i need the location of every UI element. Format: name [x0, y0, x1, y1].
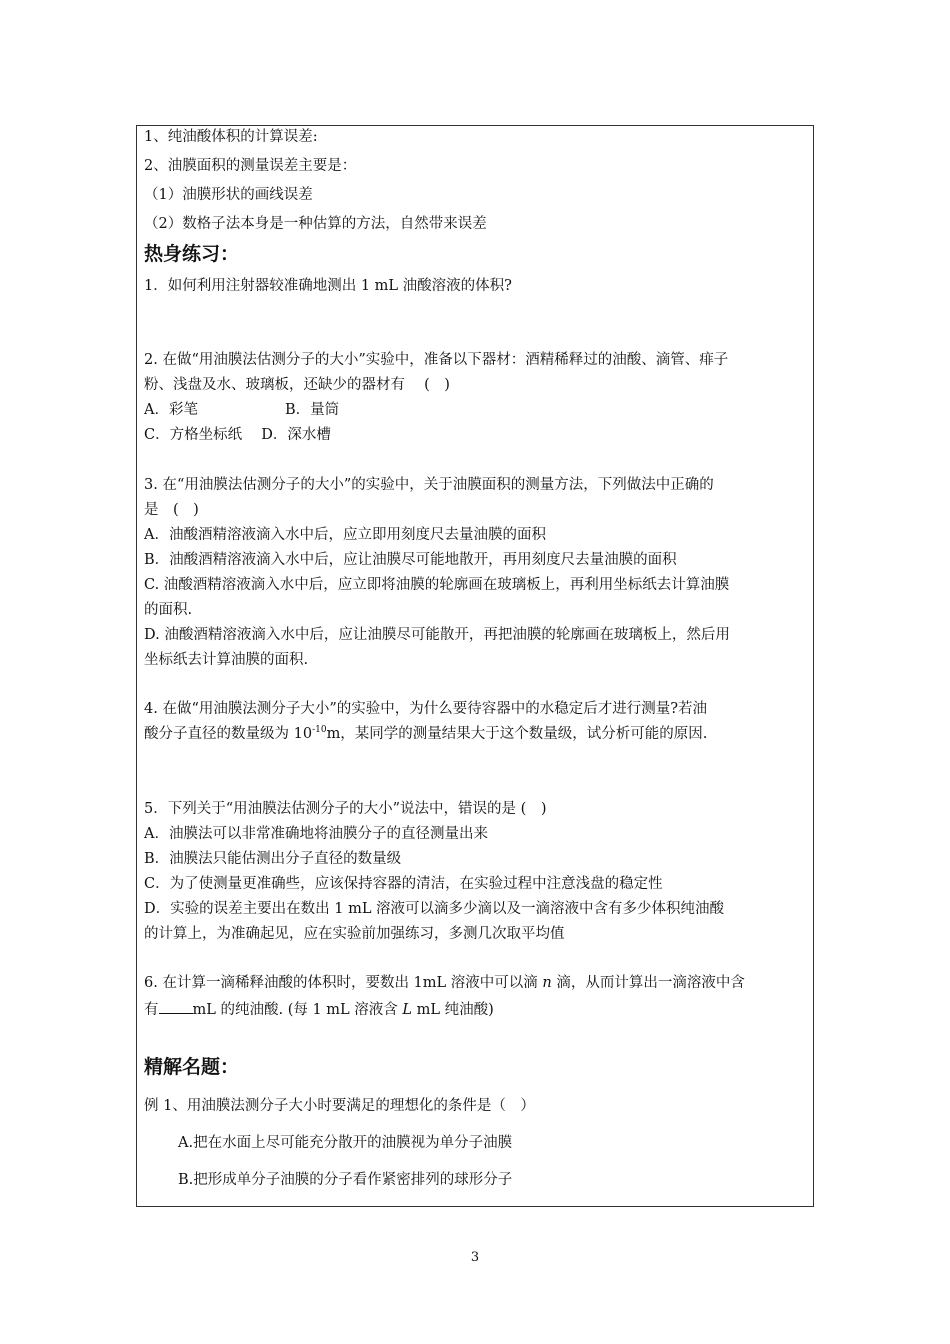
question-3-option-b: B．油酸酒精溶液滴入水中后，应让油膜尽可能地散开，再用刻度尺去量油膜的面积 — [144, 552, 677, 568]
question-2-line-2: 粉、浅盘及水、玻璃板，还缺少的器材有 ( ) — [144, 377, 450, 393]
question-2-options-cd: C．方格坐标纸 D．深水槽 — [144, 427, 331, 443]
question-3-option-a: A．油酸酒精溶液滴入水中后，应立即用刻度尺去量油膜的面积 — [144, 527, 546, 543]
question-6-text-pre: 6. 在计算一滴稀释油酸的体积时，要数出 1mL 溶液中可以滴 — [144, 975, 543, 991]
question-4-line-2 — [144, 724, 707, 744]
question-5-option-a: A．油膜法可以非常准确地将油膜分子的直径测量出来 — [144, 826, 488, 842]
question-2-line-1: 2. 在做“用油膜法估测分子的大小”实验中，准备以下器材：酒精稀释过的油酸、滴管、痱子 — [144, 352, 729, 368]
warmup-heading: 热身练习： — [144, 243, 240, 265]
question-4-line-1: 4. 在做“用油膜法测分子大小”的实验中，为什么要待容器中的水稳定后才进行测量?若油 — [144, 701, 708, 717]
example-1: 例 1、用油膜法测分子大小时要满足的理想化的条件是（ ） — [144, 1098, 535, 1114]
question-6-line-2-post: mL 纯油酸) — [412, 1002, 494, 1018]
question-3-option-d-line-2: 坐标纸去计算油膜的面积. — [144, 652, 309, 668]
page-number: 3 — [470, 1250, 480, 1265]
question-2-options-ab: A．彩笔 B．量筒 — [144, 402, 340, 418]
question-6-line-2 — [144, 998, 494, 1020]
examples-heading: 精解名题： — [144, 1056, 240, 1078]
answer-blank[interactable] — [159, 998, 193, 1014]
question-3-option-d-line-1: D. 油酸酒精溶液滴入水中后，应让油膜尽可能散开，再把油膜的轮廓画在玻璃板上，然后用 — [144, 627, 730, 643]
error-item-2-sub-2: （2）数格子法本身是一种估算的方法，自然带来误差 — [144, 216, 487, 232]
question-3-line-2: 是 ( ) — [144, 502, 199, 518]
question-3-option-c-line-2: 的面积. — [144, 602, 193, 618]
question-1: 1．如何利用注射器较准确地测出 1 mL 油酸溶液的体积? — [144, 278, 512, 294]
question-4-text-pre: 酸分子直径的数量级为 10 — [144, 726, 313, 742]
question-3-line-1: 3. 在“用油膜法估测分子的大小”的实验中，关于油膜面积的测量方法，下列做法中正确的 — [144, 477, 714, 493]
question-5-option-c: C．为了使测量更准确些，应该保持容器的清洁，在实验过程中注意浅盘的稳定性 — [144, 876, 663, 892]
example-1-option-b: B.把形成单分子油膜的分子看作紧密排列的球形分子 — [178, 1172, 513, 1188]
question-4-text-post: m，某同学的测量结果大于这个数量级，试分析可能的原因. — [326, 726, 708, 742]
question-6-line-2-mid: mL 的纯油酸. (每 1 mL 溶液含 — [192, 1002, 403, 1018]
question-5-option-d-line-1: D．实验的误差主要出在数出 1 mL 溶液可以滴多少滴以及一滴溶液中含有多少体积纯油酸 — [144, 901, 725, 917]
question-3-option-c-line-1: C. 油酸酒精溶液滴入水中后，应立即将油膜的轮廓画在玻璃板上，再利用坐标纸去计算油膜 — [144, 577, 730, 593]
question-5-option-b: B．油膜法只能估测出分子直径的数量级 — [144, 851, 402, 867]
question-5-option-d-line-2: 的计算上，为准确起见，应在实验前加强练习，多测几次取平均值 — [144, 926, 565, 942]
error-item-2-sub-1: （1）油膜形状的画线误差 — [144, 187, 313, 203]
error-item-1: 1、纯油酸体积的计算误差: — [144, 129, 318, 145]
example-1-option-a: A.把在水面上尽可能充分散开的油膜视为单分子油膜 — [178, 1135, 513, 1151]
question-6-text-post: 滴，从而计算出一滴溶液中含 — [551, 975, 745, 991]
question-5: 5．下列关于“用油膜法估测分子的大小”说法中，错误的是 ( ) — [144, 801, 547, 817]
variable-n: n — [542, 975, 552, 991]
error-item-2: 2、油膜面积的测量误差主要是： — [144, 158, 357, 174]
question-6-line-2-pre: 有 — [144, 1002, 159, 1018]
question-6-line-1 — [144, 973, 745, 993]
variable-L: L — [402, 1002, 413, 1018]
question-4-exponent: -10 — [312, 725, 327, 736]
